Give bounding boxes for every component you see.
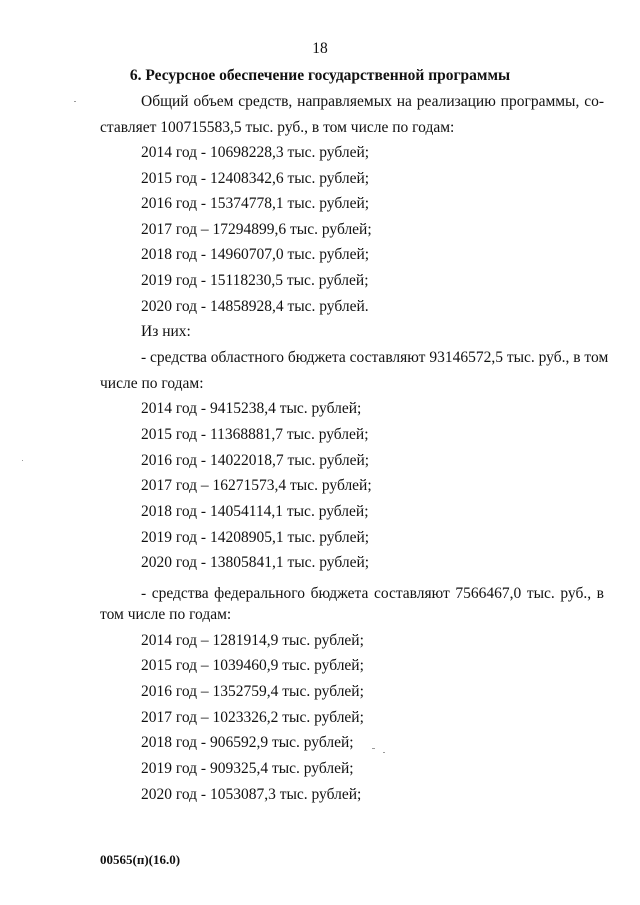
- regional-year-2018: 2018 год - 14054114,1 тыс. рублей;: [141, 503, 369, 520]
- intro-line-1: Общий объем средств, направляемых на реализацию программы, со-: [141, 93, 604, 110]
- federal-year-2018: 2018 год - 906592,9 тыс. рублей;: [141, 734, 354, 751]
- federal-year-2014: 2014 год – 1281914,9 тыс. рублей;: [141, 632, 364, 649]
- regional-year-2017: 2017 год – 16271573,4 тыс. рублей;: [141, 477, 372, 494]
- footer-document-code: 00565(п)(16.0): [100, 852, 181, 867]
- intro-line-2: ставляет 100715583,5 тыс. руб., в том числе по годам:: [100, 119, 455, 136]
- regional-line-1: - средства областного бюджета составляют 93146572,5 тыс. руб., в том: [141, 349, 609, 366]
- page-number: 18: [312, 40, 328, 57]
- total-year-2019: 2019 год - 15118230,5 тыс. рублей;: [141, 272, 369, 289]
- federal-year-2019: 2019 год - 909325,4 тыс. рублей;: [141, 760, 354, 777]
- total-year-2016: 2016 год - 15374778,1 тыс. рублей;: [141, 195, 370, 212]
- regional-year-2016: 2016 год - 14022018,7 тыс. рублей;: [141, 452, 370, 469]
- federal-line-2: том числе по годам:: [100, 606, 232, 623]
- total-year-2017: 2017 год – 17294899,6 тыс. рублей;: [141, 221, 372, 238]
- scan-speck: [74, 101, 76, 102]
- regional-year-2020: 2020 год - 13805841,1 тыс. рублей;: [141, 554, 370, 571]
- total-year-2018: 2018 год - 14960707,0 тыс. рублей;: [141, 246, 370, 263]
- section-heading: 6. Ресурсное обеспечение государственной программы: [129, 67, 511, 84]
- regional-year-2014: 2014 год - 9415238,4 тыс. рублей;: [141, 400, 362, 417]
- scan-speck: [383, 752, 385, 753]
- regional-year-2015: 2015 год - 11368881,7 тыс. рублей;: [141, 426, 369, 443]
- of-them-label: Из них:: [141, 323, 191, 340]
- federal-year-2016: 2016 год – 1352759,4 тыс. рублей;: [141, 683, 364, 700]
- federal-year-2015: 2015 год – 1039460,9 тыс. рублей;: [141, 657, 364, 674]
- regional-year-2019: 2019 год - 14208905,1 тыс. рублей;: [141, 529, 370, 546]
- total-year-2015: 2015 год - 12408342,6 тыс. рублей;: [141, 170, 370, 187]
- total-year-2020: 2020 год - 14858928,4 тыс. рублей.: [141, 298, 369, 315]
- scan-speck: [22, 460, 23, 461]
- regional-line-2: числе по годам:: [100, 375, 204, 392]
- scan-speck: [372, 748, 375, 749]
- federal-year-2020: 2020 год - 1053087,3 тыс. рублей;: [141, 786, 362, 803]
- federal-year-2017: 2017 год – 1023326,2 тыс. рублей;: [141, 709, 364, 726]
- federal-line-1: - средства федерального бюджета составляют 7566467,0 тыс. руб., в: [141, 585, 604, 602]
- total-year-2014: 2014 год - 10698228,3 тыс. рублей;: [141, 144, 370, 161]
